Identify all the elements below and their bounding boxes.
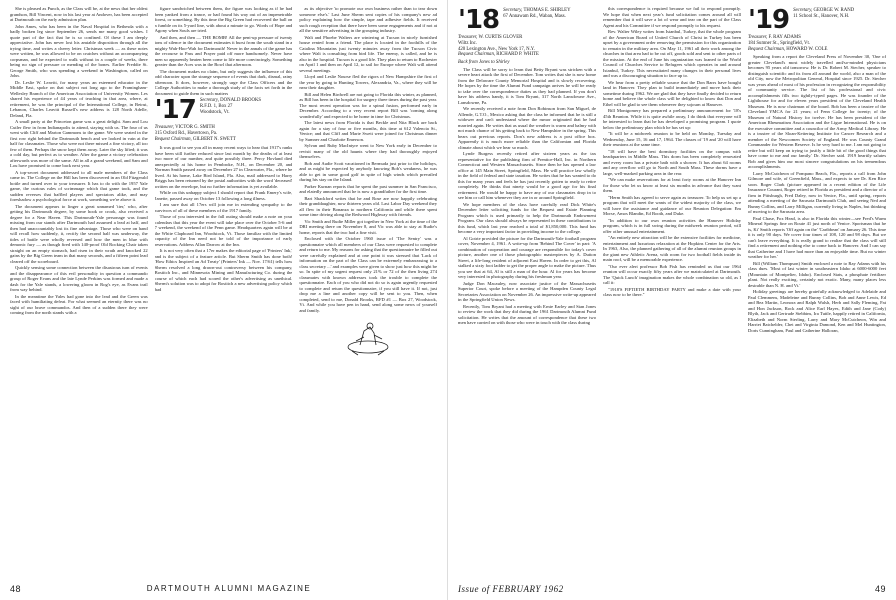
paragraph: The Class will be sorry to learn that Betty Bryant was stricken with a severe heart attack the first of December. Tom writes that she is now home from the Delaware County Memorial Hospital and is slowly recovering. He hopes by the time the Alumni Fund campaign arrives he will be ready to take over the correspondence duties as they had planned. If you don't have his address handy, it is Tom Bryant, 317 North Lansdowne Ave., Lansdowne, Pa. [458, 66, 596, 105]
class-18-bequest [458, 52, 596, 58]
issue-date: Issue of FEBRUARY 1962 [458, 584, 564, 594]
paragraph: Recently, Tom Bryant had a meeting with Ernie Earley and Stan Jones to review the work that they did during the 1961 Dartmouth Alumni Fund solicitation. He writes that the amount of correspondence that these two men have carried on with those who were in touch with the class during [458, 303, 596, 326]
paragraph: We hear from a pretty reliable source that the Don Barrs have bought land in Hanover. They plan to build immediately and move back their sometime during 1962. We are glad that they have finally decided to return home and believe the whole class will be delighted to know that Don and Ethel will be glad to see them whenever they sojourn at Hanover. [603, 79, 741, 107]
paragraph: Bart Shackford writes that he and Rose are now happily celebrating their granddaughter, now thirteen years old. Last Labor Day weekend they all flew in their Bonanza to northern California and while there spent some time driving along the Redwood Highway with friends. [299, 195, 437, 217]
right-page [448, 0, 896, 600]
secretary-role: Secretary, [793, 8, 813, 13]
paragraph: Bill Montgomery has prepared a preliminary announcement for '18's 45th Reunion. While it is quite awhile away, I do think that everyone will be interested to learn that he has developed a promising program. I quote below the preliminary plan which he has set up: [603, 108, 741, 130]
class-19-bequest [748, 47, 886, 53]
secretary-name: DONALD BROOKS [220, 98, 262, 103]
treasurer-role: Treasurer, [748, 35, 768, 40]
left-column-3 [299, 6, 437, 554]
paragraph: Parker Kurnan reports that he spent the past summer in San Francisco, and elatedly announced that he is now a grandfather for the first time. [299, 183, 437, 194]
paragraph: It is not very often that a 17er makes the editorial page of 'Printers' Ink,' and is the subject of a feature article. But Sherm Smith has done both! 'How Ethics Inspired an Ad Treaty' (Printers' Ink — Nov. 17/61) tells how Sherm resolved a long drawn-out controversy between his company, Bostitch Inc., and Minnesota Mining and Manufacturing Co. during the course of which each had scored the other's advertising as unethical. Sherm's solution was to adopt for Bostitch a new advertising policy which had [154, 248, 293, 292]
right-column-1 [458, 6, 596, 554]
class-19-officers [793, 8, 854, 20]
secretary-name: GEORGE W. RAND [813, 8, 855, 13]
cartoon-drawing-icon [338, 317, 398, 359]
paragraph: Vic Smith and Rudie Miller got together in New York at the time of the DRI meeting there on November 8, and Vic was able to stay at Rudie's home, reports that the two had a fine visit. [299, 218, 437, 235]
magazine-name: DARTMOUTH ALUMNI MAGAZINE [146, 584, 312, 593]
class-19-header [748, 6, 886, 35]
paragraph: "1918'S FIFTIETH BIRTHDAY PARTY and make a date with your class now to be there." [603, 286, 741, 297]
class-17-officers [200, 98, 261, 115]
left-column-1 [10, 6, 148, 554]
secretary-role: Secretary, [503, 8, 523, 13]
class-18-officers [503, 8, 570, 20]
paragraph: A top-secret document addressed to all male members of the Class came in. The College on the Hill has been discovered in an Old Fitzgerald bottle and turned over to your treasurer. It has to do with the 1957 Yale game, the curious rules of scrimmage which that game took, and the sudden reverses that baffled players and spectators alike, and may foreshadow a psychological force at work, something we're above it. [10, 169, 148, 202]
secretary-address-1: R.F.D. 1, Box 27 [199, 103, 233, 109]
treasurer-address-1: Wiltz Inc. [458, 40, 477, 46]
secretary-address: 67 Annawam Rd., Waban, Mass. [503, 13, 566, 19]
bequest-role: Bequest Chairman, [458, 52, 496, 58]
class-17-bequest [155, 137, 293, 143]
paragraph: "An entirely new attraction will be the extensive facilities for medicine, entertainment and luxurious relaxation at the Hopkins Center for the Arts. In 1963, Also, the planned gathering of all of the alumni reunion groups in the giant new Athletic Arena, with room for two football fields inside its main roof, will be a memorable experience. [603, 235, 741, 262]
paragraph: Rev. Walter Wiley writes from Istanbul, Turkey, that the whole program of the American Board of United Church of Christ in Turkey has been upset by a government order removing the permission for this organization to remain in the military area. On May 11, 1961 all their work among the churches in that area had to be cut off, goods sold and sent to other parts of the mission. At the end of June his organization was loaned to the World Council of Churches Service to Refugees which operates in and around Istanbul, Turkey. This necessitated many changes in their personal lives and was a discouraging situation to face up to. [603, 29, 741, 78]
page-number-right: 49 [874, 584, 886, 594]
paragraph: In the meantime the Yales had gone into the lead and the Green was faced with humiliating defeat. For what seemed an eternity there was no sight of our brave commandos. And then of a sudden there they were coming from the north stands with a [10, 293, 148, 315]
bequest-name: HOWARD W. COLE [786, 46, 828, 52]
paragraph: Those of you interested in the fall outing should make a note on your calendars that this year the event will take place over the October 5-6 and 7 weekend, the weekend of the Penn game. Headquarters again will be at the White Clapboard Inn, Woodstock, Vt. Those familiar with the limited capacity of the Inn need not be told of the importance of early reservations. Address Allan Darrow at the Inn. [154, 214, 293, 247]
paragraph: Holiday greetings are hereby gratefully acknowledged to Adelaide and Paul Clemmens, Madeleine and Bunny Collins, Bob and Anne Lewis, Ed and Bea Martin, Leonora and Ralph Walsh, Herb and Sally Fleming, Fat and Hon Jackson, Rock and Alice Earl Hayes, Edith and Jane (Cody) Blyth, Jack and Gertrude Stebbins, Ira Tuttle, happily retired in California, Elizabeth and Norm Sterling, Larry and Mary McCutcheon, Win and Harriet Batchelder, Chet and Virginia Damond, Ken and Mel Huntington, Doris Cunningham, Paul and Catherine Halloran, [748, 289, 886, 333]
paragraph: A small party at the Princeton game was a great delight. Sam and Lou Cutler flew in from Indianapolis to attend, staying with us. The four of us went with Cliff and Marion Gammons to the game. We were seated in the first row right behind the Dartmouth bench and we looked in vain at the half for classmates. Those who were not there missed a fine victory, all too few of them. Perhaps the snow kept them away. Later the sky lifted; it was a cold day, but perfect as to weather. After the game a victory celebration afterwards was more of the same. All in all a grand weekend, and Sam and Lou have promised to come back next year. [10, 119, 148, 168]
page-number-left: 48 [10, 584, 22, 594]
class-number-17: '17 [154, 95, 196, 125]
paragraph: figure sandwiched between them, the figure was looking as if he had been yanked from a trance, or had found his way out of an impenetrable forest, or something. By this time the Big Green had recovered the ball on a fumble on its 5-yard line, with about a minute to go. Words of Hope and Agony when Souls are tried. [154, 6, 293, 33]
class-17-header [154, 95, 293, 125]
treasurer-address-2: 420 Lexington Ave., New York 17, N.Y. [458, 46, 535, 52]
class-number-19: '19 [748, 6, 790, 35]
treasurer-address: 184 Sumner St., Springfield, Vt. [748, 40, 811, 46]
paragraph: We hope members of the class have carefully read Dick White's December letter soliciting funds for the Bequest and Estate Planning Program which is used primarily to help the Dartmouth Endowment Program. Our class should always be represented in these contributions to this fund, which last year reached a total of $1,850,000. This fund has become a very important factor in providing income to the college. [458, 201, 596, 235]
left-footer [10, 584, 437, 594]
paragraph: "It will be a midweek reunion to be held on Monday, Tuesday and Wednesday, June 15, 16 and 17, 1964. The classes of '19 and '20 will have their reunions at the same time. [603, 131, 741, 147]
paragraph: The latest news from Florida is that Beckle and Nita Black are back again for a stay of four or five months, this time at 612 Valencia St., Venice; and that Cliff and Marie Swett were joined for Christmas dinner by Sumner and Charlotte Emerson. [299, 120, 437, 142]
paragraph: this correspondence is required because we fail to respond promptly. We hope that when next year's fund solicitation comes around all will remember that it will save a lot of wear and tear on the part of the Class Agent and his Committee if we respond promptly to his request. [603, 6, 741, 28]
paragraph: Al Gotrie provided the picture for the Dartmouth-Yale football program cover, November 4, 1961. A write-up from 'Behind The Cover' in part: 'A combination of cooperation and courage are responsible for today's cover picture, another one of those photographic masterpieces by A. Dutton Street, a life-long resident of adjacent East Haven. In order to get this, Al stalked a sixty foot ladder to get the proper angle to make the picture. Thus you see that at 64, Al is still a man of the hour. Al for years has become very interested in photography during his freshman year. [458, 235, 596, 280]
bequest-name: RICHARD P. WHITE [496, 52, 539, 58]
class-18-header [458, 6, 596, 35]
paragraph: John Ames, who has been in the Naval Hospital in Bethesda with a badly broken leg since September 26, sends me many good wishes. I quote part of the fact that he is so confined. Of these I am deeply appreciative. John has never lost his amiable disposition through all the trying time, and writes a cheery letter. Christmas week — as these notes were written, he was allowed to be on crutches without an accompanying corpsman, and he expected to walk without in a couple of weeks, there being no sign of pressure or mending of the bones. Earlier Freddie St. George Smith, who was spending a weekend in Washington, called on John. [10, 23, 148, 78]
treasurer-role: Treasurer, [458, 35, 478, 40]
paragraph: "18 will have the best dormitory facilities on the campus with headquarters in Middle Mass. This dorm has been completely renovated and every room has a private bath with a shower. It has about 64 rooms and any overflow will go to North and South Mass. These dorms have a large, well-marked parking area in the rear. [603, 148, 741, 176]
paragraph: Judge Don Macauley, now associate justice of the Massachusetts Superior Court, spoke before a meeting of the Hampden County Legal Secretaries Association on November 26. An impressive write-up appeared in the Springfield Union News. [458, 280, 596, 303]
bequest-name: GILBERT N. SWETT [192, 136, 236, 142]
paragraph: Enclosed with the October 1960 issue of 'The Sentry' was a questionnaire which all members of our Class were requested to complete and return to me. My reasons for asking that the questionnaire be filled out were carefully explained and at one point it was stressed that 'Lack of information on the part of the Class can be extremely embarrassing to a class secretary ...' and examples were given to show just how this might be so. In spite of my urgent request only 21% or 72 of the then living 274 classmates with known addresses took the trouble to complete the questionnaire. Each of you who did not do so is again urgently requested to complete and return the questionnaire, if you still have it. If not, just drop me a line and another copy will be sent to you. Then, when completed, send to me, Donald Brooks, RFD #1 — Box 27, Woodstock, Vt. And while you have pen in hand, send along some news of yourself and family. [299, 236, 437, 313]
treasurer-name: W. CURTIS GLOVER [478, 35, 523, 40]
treasurer-role: Treasurer, [154, 125, 174, 130]
paragraph: Sylvan and Ruby MacIntyre went to New York early in December to revisit many of the old haunts where they had thoroughly enjoyed themselves. [299, 143, 437, 159]
left-column-2 [155, 6, 293, 554]
left-footer-row [10, 584, 437, 594]
paragraph: Quickly sensing some connection between the disastrous turn of events and the disappearance of this evil personality in question a commando group of Roger Evans and the late Lynde Perkins was formed and made a dash for the Yale stands, a lowering gloom in Rog's eye, as Evans trail from way behind. [10, 265, 148, 292]
paragraph: The document appears to linger a great unnamed 'tier,' who, after getting his Dartmouth degree, by some hook or crook, also received a degree for a Near Haven. This Dartmouth-Yale personage was found missing from our stands after Dartmouth had assumed a lead at half, and then had unaccountably lost its fine advantage. Those who were on hand will recall how suddenly, it, rectify the second half was underway, the tides of battle were wholly reversed and how the men in blue with demonic fury — as though fired with 140-proof Old Rocking Chair taken straight on an empty stomach, had risen in their wrath and knocked 22 gains by the Big Green team in that many seconds, and a fifteen point lead cleared off the scoreboard. [10, 203, 148, 264]
secretary-address-2: Woodstock, Vt. [199, 109, 230, 115]
secretary-name: THOMAS E. SHIRLEY [523, 8, 571, 13]
paragraph: "Our ever alert professor Bob Fish has reminded us that our 1964 reunion will occur exactly fifty years after we matriculated at Dartmouth. The 'Quick Lunch' imagination makes the whole combination so old, as I call it: [603, 263, 741, 285]
right-column-3 [748, 6, 886, 554]
treasurer-address: 315 Oxford Rd., Havertown, Pa. [154, 130, 218, 136]
paragraph: We recently received a note from Don Robinson from San Miguel, de Allende, G.T.O., Mexico asking that the class be informed that he is still a widower and can't understand where the rumor originated that he had married again. He writes that as usual the weather is warm and balmy with not much chance of his getting back to New Hampshire in the spring. This bears out previous reports. Don's new address is a post office box. Apparently it is much more reliable than the Californian and Florida climate about which we hear so much. [458, 106, 596, 150]
right-columns [458, 6, 886, 554]
paragraph: Speaking from a report the Cleveland Press of November 30, 'One of greater Cleveland's most widely travelled and/so-minded physicians becomes 95 years old tomorrow. He is Dr. Robert M. Stecher, speaker to distinguish scientific and its from all around the world, also a man of the old City, now the Metropolitan General, Hospital since 1925. Dr. Stecher was years ahead of most of his profession in recognizing the responsibility of community service. The list of his professional and civic accomplishments fills two tightly-typed pages. He was founder of the Lighthouse for and for eleven years president of the Cleveland Health Museum. He is now chairman of the board. Bob has been a trustee of the Cleveland YMCA for 21 years; of Fenn College for twenty; of the Museum of Natural History for twelve. He has been president of the American Rheumatism Association and the Ligue International. He is on the executive committee and a councilor of the Army Medical Library. He is a trustee of the Sloan-Kettering Institute for Cancer Research and a member of the Newcomen Society of England. He was County Grand Commander for Western Reserve. Is he very hard to me. I am not going to retire but will keep on trying to justify a little bit of the good things that have come to me and our family.' Dr. Stecher said. 1919 heartily salutes Bob and gives him our most sincere congratulations on his tremendous accomplishments. [748, 54, 886, 170]
secretary-role: Secretary, [199, 98, 219, 103]
left-columns [10, 6, 437, 554]
paragraph: It was good to see you all in many recent ways to hear that 1917's ranks have been still further reduced since last month by the deaths of at least two more of our number, and quite possibly three. Percy Hovland died unexpectedly at his home in Pembroke, N.H., on December 20, and Norman Smith passed away on December 27 in Clearwater, Fla., where he lived. At his home, Lake Bird Island, Fla. Also, mail addressed to Harry Briggs has been returned by the postal authorities with the word 'deceased' written on the envelope, but no further information is yet available. [154, 145, 293, 189]
paragraph: Bill (William Thompson) Smith enclosed a note to Ray Adams with his class dues. 'Most of last winter in southeastern Idaho at 6000-6000 feet (Mountain of Montpelier, Idaho). Enclosed Stats, a phosphate fertilizer plant. Not really exciting, certainly not exotic. Many, many places less desirable than N. H. and Vt.' [748, 260, 886, 288]
paragraph: Larry McCutcheon of Pompano Beach, Fla., reports a call from John Gilmore and wife, of Greenfield, Mass., and expects to see Dr. Ken Rice soon. Roger Clark (picture appeared in a recent edition of the Life Insurance Courant, Roger retired in Florida as president and a director of a firm in Pittsburgh, Fred Daley, now in Venice, Fla., until spring, reports attending a meeting of the Sarasota Dartmouth Club, and seeing Ned and Bunny Collins, and Larry Milligan, currently living in Naples, but thinking of moving to the Sarasota area. [748, 170, 886, 215]
secretary-address: 11 School St., Hanover, N.H. [793, 13, 850, 19]
paragraph: Back from Jones to Shirley [458, 60, 510, 66]
paragraph: Lloyd and Leslie Nourse fled the rigors of New Hampshire the first of the year by going to Hunting Towers, Alexandria, Va., where they will be near their daughter. [299, 74, 437, 90]
paragraph: While on this unhappy subject I should report that Frank Emery's wife, Janette, passed away on October 13 following a long illness. [154, 190, 293, 201]
class-number-18: '18 [458, 6, 500, 35]
paragraph: "In addition to our own reunion activities the Hanover Holiday program, which is in full swing during the midweek reunion period, will offer other unusual entertainment. [603, 217, 741, 234]
right-column-2 [603, 6, 741, 554]
paragraph: Paul Chase, Fox Head, is also in Florida this winter—see Fred's Warm Mineral Springs fine on Route 41 just north of Venice. Sportsman that he is, Ki' Smith reports 'Off again on the' 'Caribbean' on January 26. This time it is only 90 days. We cover four times of 108, 120 and 98 days. But we can't leave everything. It is really grand to realize that the class will still find a retirement and nothing else to come back to Hanover. And I can say that Catherine and I have had more than an enjoyable time. But no winter weather for her.' [748, 215, 886, 260]
paragraph: Bill and Helen Birdwell are not going to Florida this winter, as planned, as Bill has been in the hospital for surgery three times during the past year. The most recent operation was for a spinal fusion, performed early in December. According to a very recent report Bill was 'coming along wonderfully' and expected to be home in time for Christmas. [299, 91, 437, 119]
paragraph: Bob and Audie Scott vacationed in Bermuda just prior to the holidays, and as might be expected by anybody knowing Bob's weakness, he was able to get in some good golf in spite of high winds which prevailed during his stay on the Island. [299, 160, 437, 182]
paragraph: as its objective 'to promote our own business rather than to tear down someone else's.' Last June Sherm sent copies of his company's new ad policy explaining how the simple, tape and adhesive fields. It received such rough reception that there have been some engagements and if not at all the sensitive advertising in the grouping industry. [299, 6, 437, 33]
paragraph: Walt and Phoebe Walters are wintering at Tucson in nicely furnished house rented from a friend. The place is located in the foothills of the Catalina Mountains just twenty minutes away from the Tucson Civic where Walt is consulting from bird life. The enemy, is called, and he is also in the hospital. Tucson is a good life. They plan to return to Rochester on April 1 and then on April 12, to sail for Europe where Walt will attend several meetings. [299, 34, 437, 73]
paragraph: I am sure that all 17ers will join me in extending sympathy to the survivors of all of these members of the 1917 family. [154, 202, 293, 213]
treasurer-name: VICTOR G. SMITH [175, 125, 215, 130]
paragraph: The document makes no claim, but only suggests the influence of this odd character upon the strange sequence of events that dark, dismal, rainy afternoon. It does, however, strongly urge the Class Officers and the College Authorities to make a thorough study of the facts set forth in the document to guide them in such matters [154, 68, 293, 96]
paragraph: She is pleased as Punch, as the Class will be, at the news that her oldest grandson, Bill Vincent, now in his last year at Andover, has been accepted at Dartmouth on the early admission plan. [10, 6, 148, 22]
bequest-role: Bequest Chairman, [748, 46, 786, 52]
bequest-role: Bequest Chairman, [154, 136, 192, 142]
paragraph: Dr. Leslie W. Leavitt, for many years an esteemed educator in the Middle East, spoke on that subject not long ago to the Framingham-Wellesley Branch of the American Association of University Women. Les shared his experience of 44 years of teaching in that area, where, at retirement, he was the principal of the International College, in Beirut, Lebanon, Charles Leavitt Russell's new address is 128 North Adelle, Deland, Fla. [10, 79, 148, 118]
treasurer-name: F. RAY ADAMS [768, 35, 801, 40]
paragraph: "Herm Smith has agreed to serve again as treasurer. To help us set up a program that will meet the wants of the widest majority of the class, we will have the assistance and guidance of our Reunion Delegation: Em Morse, Amos Blandin, Ed Booth, and Duke. [603, 194, 741, 216]
right-footer [458, 584, 886, 594]
paragraph: And then, and then — THE BOMB! All the pent-up pressure of twenty tons of silence in the document estimates it burst from the south stand in a mighty Wah-Hoo-Wah for Dartmouth! Never in the annals of the game has the recourse to Pass and Prayer paid off more handsomely. Never have men so apparently beaten been come to life more convincingly. Something greater than the Aces was in the Bowl that afternoon. [154, 34, 293, 67]
paragraph: Lynde Burgess recently retired after sixteen years as the tax representative for the publishing firm of Prentice-Hall, Inc. in Northern Connecticut and Western Massachusetts. Since then he has opened a law office at 145 Main Street, Springfield, Mass. He will practice law wholly in the field of federal and state taxation. He writes that he has wanted to do this for many years and feels he has just recently gotten to ready to retire completely. He thinks that ninety would be a good age for his final retirement. He would be happy to have any of our classmates drop in to see him or call him whenever they are in or around Springfield. [458, 151, 596, 201]
paragraph: "We can make reservations for at least forty rooms at the Hanover Inn for those who let us know at least six months in advance that they want them. [603, 177, 741, 193]
